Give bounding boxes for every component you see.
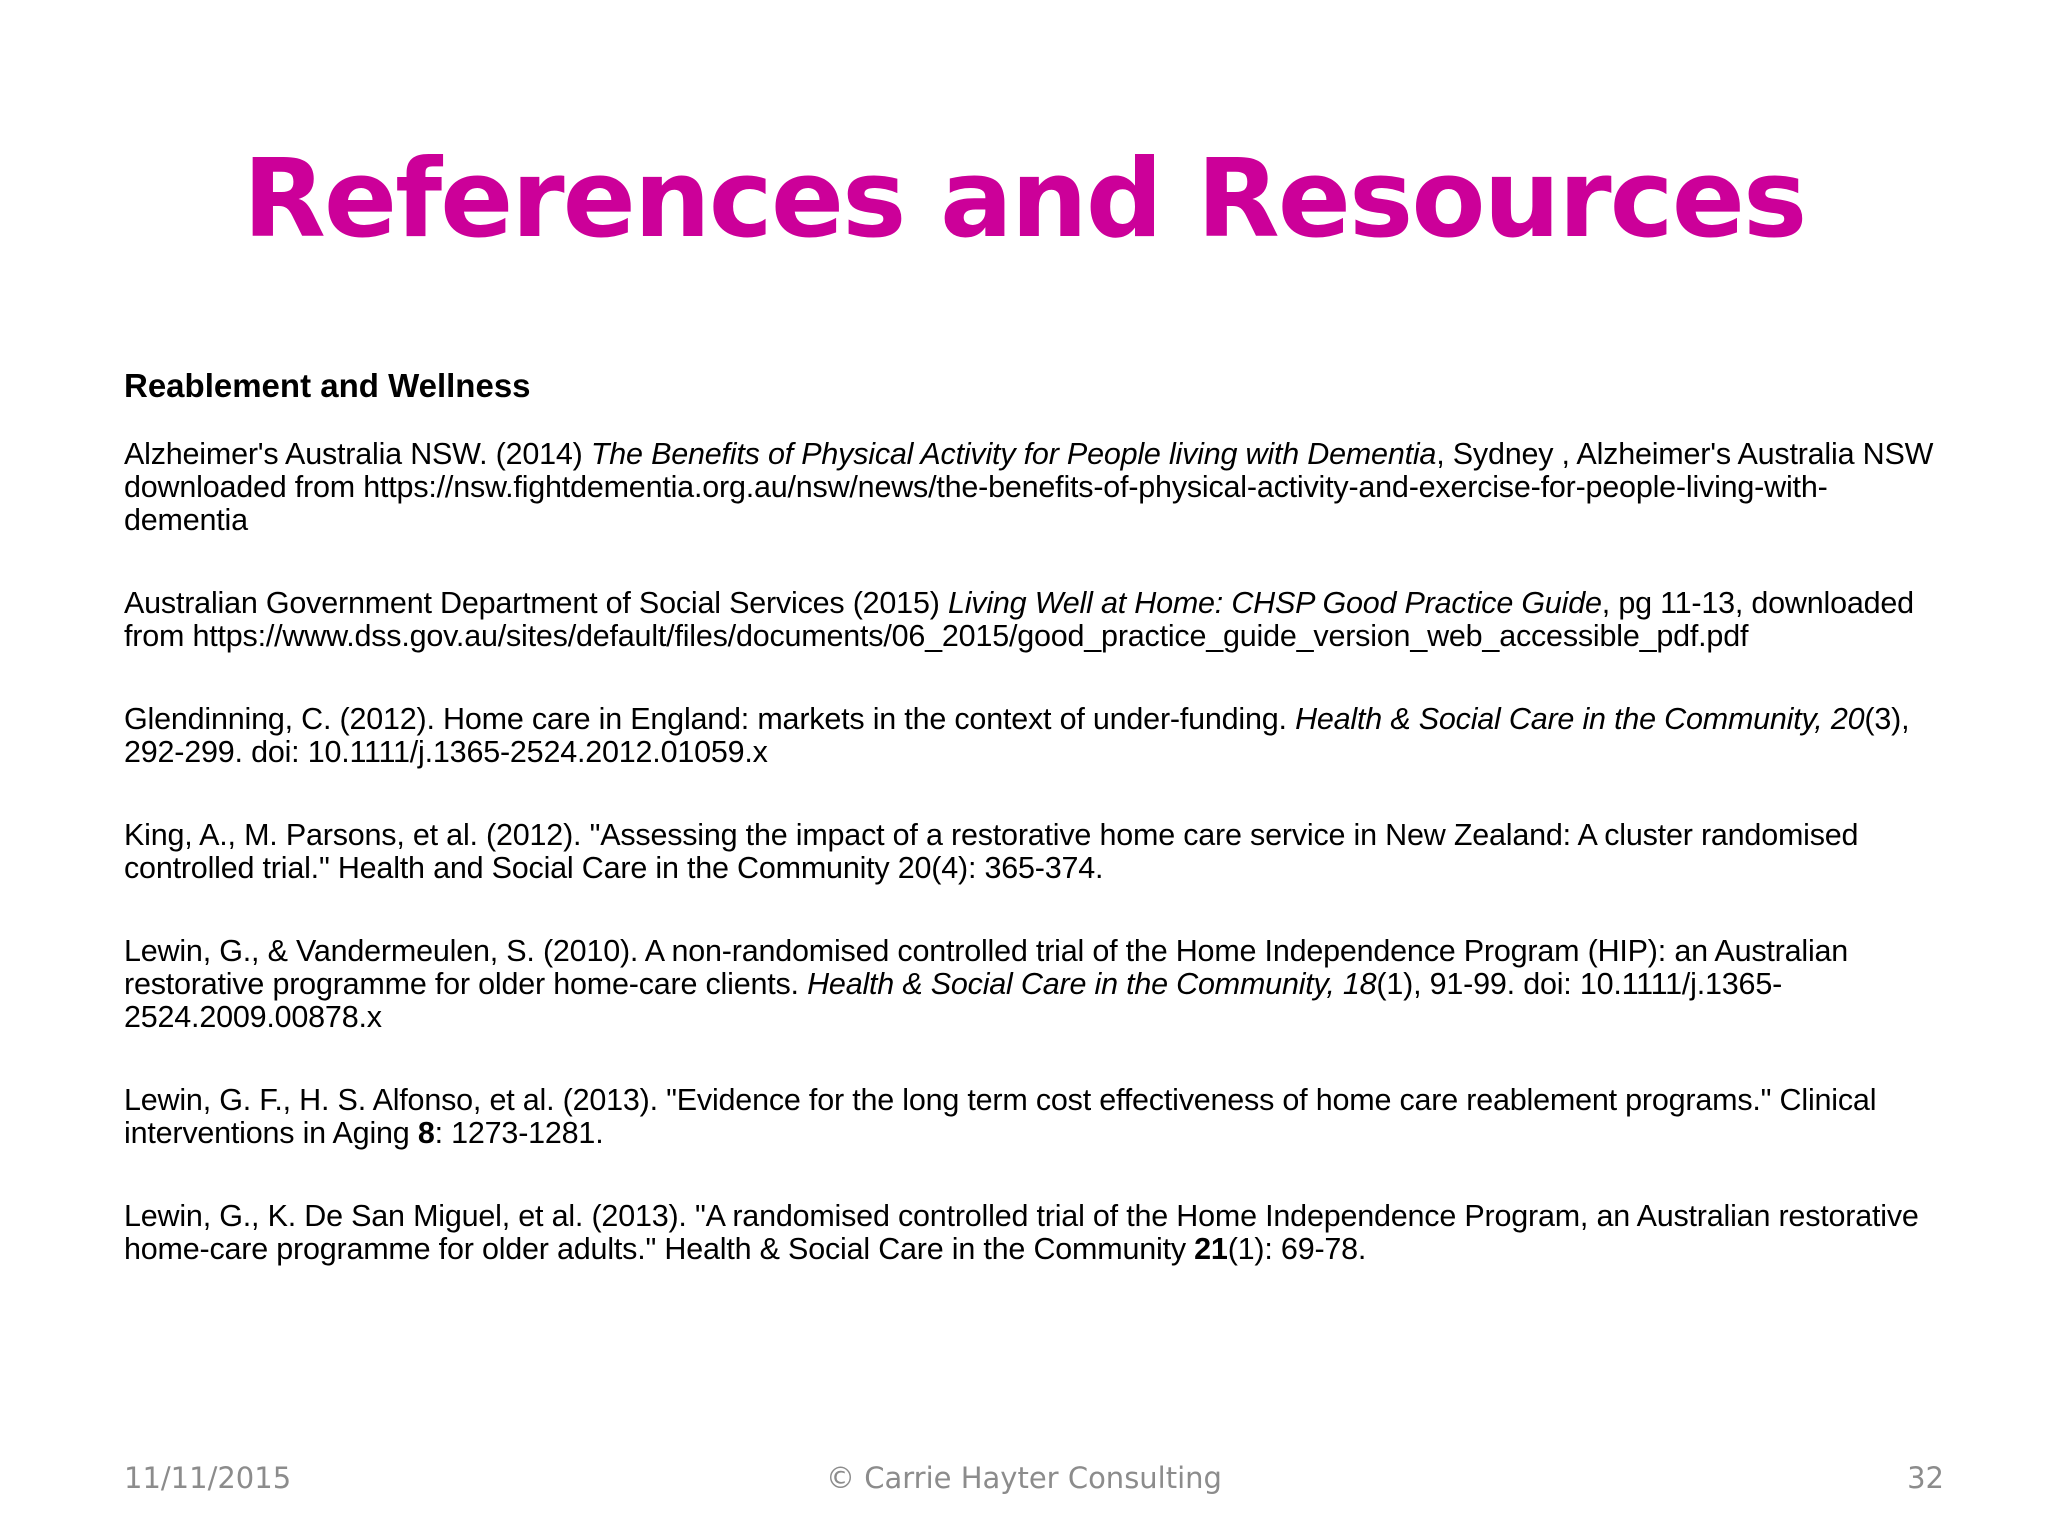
reference-lewin-vandermeulen-2010	[124, 935, 1944, 1034]
reference-volume: 8	[417, 1116, 435, 1150]
reference-text: Lewin, G., & Vandermeulen, S. (2010). A non-randomised controlled trial of the Home Independence Program (HIP): an Australian restorative programme for older home-care clients.	[124, 934, 1849, 1001]
reference-title: The Benefits of Physical Activity for People living with Dementia	[590, 437, 1437, 471]
reference-text: Lewin, G., K. De San Miguel, et al. (2013). "A randomised controlled trial of the Home Independence Program, an Australian restorative home-care programme for older adults." Health & Social Care in the Community	[124, 1199, 1919, 1266]
reference-glendinning-2012	[124, 703, 1944, 769]
reference-journal: Health & Social Care in the Community, 20	[1295, 702, 1865, 736]
reference-dss-good-practice-guide	[124, 587, 1944, 653]
reference-text: (1): 69-78.	[1227, 1232, 1367, 1266]
reference-lewin-alfonso-2013	[124, 1084, 1944, 1150]
reference-title: Living Well at Home: CHSP Good Practice Guide	[947, 586, 1602, 620]
references-content	[124, 366, 1944, 1316]
footer-date: 11/11/2015	[124, 1461, 292, 1495]
reference-text: (1), 91-99. doi: 10.1111/j.1365-2524.2009.00878.x	[124, 967, 1783, 1034]
reference-king-2012	[124, 819, 1944, 885]
reference-text: Alzheimer's Australia NSW. (2014)	[124, 437, 591, 471]
reference-volume: 21	[1194, 1232, 1228, 1266]
reference-text: King, A., M. Parsons, et al. (2012). "Assessing the impact of a restorative home care service in New Zealand: A cluster randomised controlled trial." Health and Social Care in the Community 20(4): 365-374.	[124, 818, 1859, 885]
reference-text: Glendinning, C. (2012). Home care in England: markets in the context of under-funding.	[124, 702, 1296, 736]
reference-journal: Health & Social Care in the Community, 18	[807, 967, 1377, 1001]
footer-page-number: 32	[1907, 1461, 1944, 1495]
footer-copyright: © Carrie Hayter Consulting	[826, 1461, 1222, 1495]
section-heading: Reablement and Wellness	[124, 367, 531, 404]
reference-text: , Sydney , Alzheimer's Australia NSW downloaded from https://nsw.fightdementia.org.au/nsw/news/the-benefits-of-physical-activity-and-exercise-for-people-living-with-dementia	[124, 437, 1934, 537]
reference-text: Lewin, G. F., H. S. Alfonso, et al. (2013). "Evidence for the long term cost effectiveness of home care reablement programs." Clinical interventions in Aging	[124, 1083, 1877, 1150]
reference-lewin-de-san-miguel-2013	[124, 1200, 1944, 1266]
reference-text: (3), 292-299. doi: 10.1111/j.1365-2524.2012.01059.x	[124, 702, 1910, 769]
reference-text: , pg 11-13, downloaded from https://www.dss.gov.au/sites/default/files/documents/06_2015/good_practice_guide_version_web_accessible_pdf.pdf	[124, 586, 1914, 653]
reference-text: Australian Government Department of Social Services (2015)	[124, 586, 948, 620]
slide-title: References and Resources	[242, 137, 1806, 262]
reference-text: : 1273-1281.	[434, 1116, 604, 1150]
reference-alzheimers-australia	[124, 438, 1944, 537]
